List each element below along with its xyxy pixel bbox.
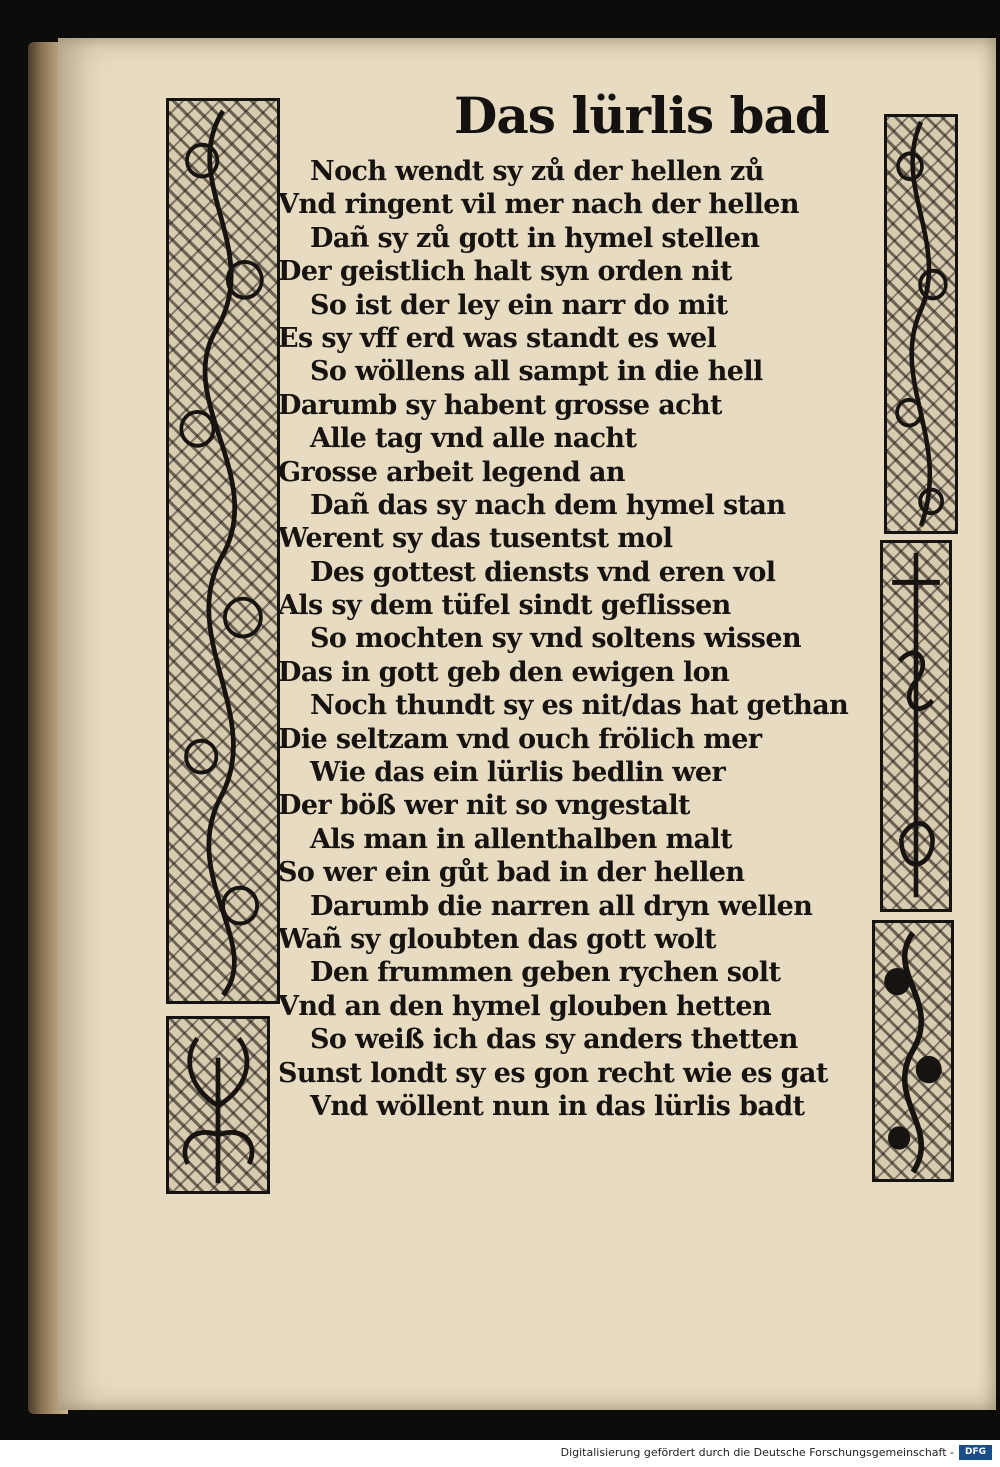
- verse-line: So wer ein gůt bad in der hellen: [278, 857, 745, 889]
- verse-line: Die seltzam vnd ouch frölich mer: [278, 723, 762, 755]
- vine-ornament-icon: [169, 101, 277, 1001]
- verse-line: Grosse arbeit legend an: [278, 456, 625, 488]
- verse-line: So ist der ley ein narr do mit: [310, 289, 728, 321]
- verse-line: Dañ sy zů gott in hymel stellen: [310, 222, 760, 254]
- verse-line: Wañ sy gloubten das gott wolt: [278, 923, 716, 955]
- verse-line: Alle tag vnd alle nacht: [310, 423, 637, 455]
- verse-list: [278, 155, 849, 1123]
- verse-line: So mochten sy vnd soltens wissen: [310, 623, 801, 655]
- dfg-logo: DFG: [959, 1445, 992, 1460]
- animal-ornament-icon: [883, 543, 949, 909]
- left-woodcut-border: [166, 98, 280, 1004]
- footer-credit: Digitalisierung gefördert durch die Deutsche Forschungsgemeinschaft -: [560, 1446, 954, 1459]
- verse-line: Darumb die narren all dryn wellen: [310, 890, 813, 922]
- verse-line: So weiß ich das sy anders thetten: [310, 1024, 798, 1056]
- flower-ornament-icon: [169, 1019, 267, 1191]
- verse-line: Vnd ringent vil mer nach der hellen: [278, 189, 799, 221]
- verse-line: Es sy vff erd was standt es wel: [278, 322, 717, 354]
- leaf-ornament-icon: [875, 923, 951, 1179]
- verse-line: Noch thundt sy es nit/das hat gethan: [310, 690, 849, 722]
- verse-line: Der geistlich halt syn orden nit: [278, 256, 732, 288]
- page-title: Das lürlis bad: [454, 86, 829, 145]
- right-lower-woodcut-border: [872, 920, 954, 1182]
- verse-line: Der böß wer nit so vngestalt: [278, 790, 690, 822]
- verse-line: Werent sy das tusentst mol: [278, 523, 673, 555]
- verse-line: Das in gott geb den ewigen lon: [278, 656, 730, 688]
- left-lower-woodcut-border: [166, 1016, 270, 1194]
- footer-bar: [0, 1440, 1000, 1467]
- verse-line: Darumb sy habent grosse acht: [278, 389, 722, 421]
- verse-line: Wie das ein lürlis bedlin wer: [310, 757, 726, 789]
- verse-line: Vnd an den hymel glouben hetten: [278, 990, 772, 1022]
- verse-line: Als sy dem tüfel sindt geflissen: [278, 590, 731, 622]
- vine-ornament-icon: [887, 117, 955, 531]
- verse-line: Vnd wöllent nun in das lürlis badt: [310, 1090, 805, 1122]
- verse-line: Noch wendt sy zů der hellen zů: [310, 156, 764, 187]
- verse-line: Dañ das sy nach dem hymel stan: [310, 489, 786, 521]
- verse-line: So wöllens all sampt in die hell: [310, 356, 763, 388]
- verse-line: Des gottest diensts vnd eren vol: [310, 556, 776, 588]
- right-woodcut-border: [884, 114, 958, 534]
- verse-line: Den frummen geben rychen solt: [310, 957, 781, 989]
- verse-line: Sunst londt sy es gon recht wie es gat: [278, 1057, 828, 1089]
- right-middle-woodcut-border: [880, 540, 952, 912]
- verse-line: Als man in allenthalben malt: [310, 823, 732, 855]
